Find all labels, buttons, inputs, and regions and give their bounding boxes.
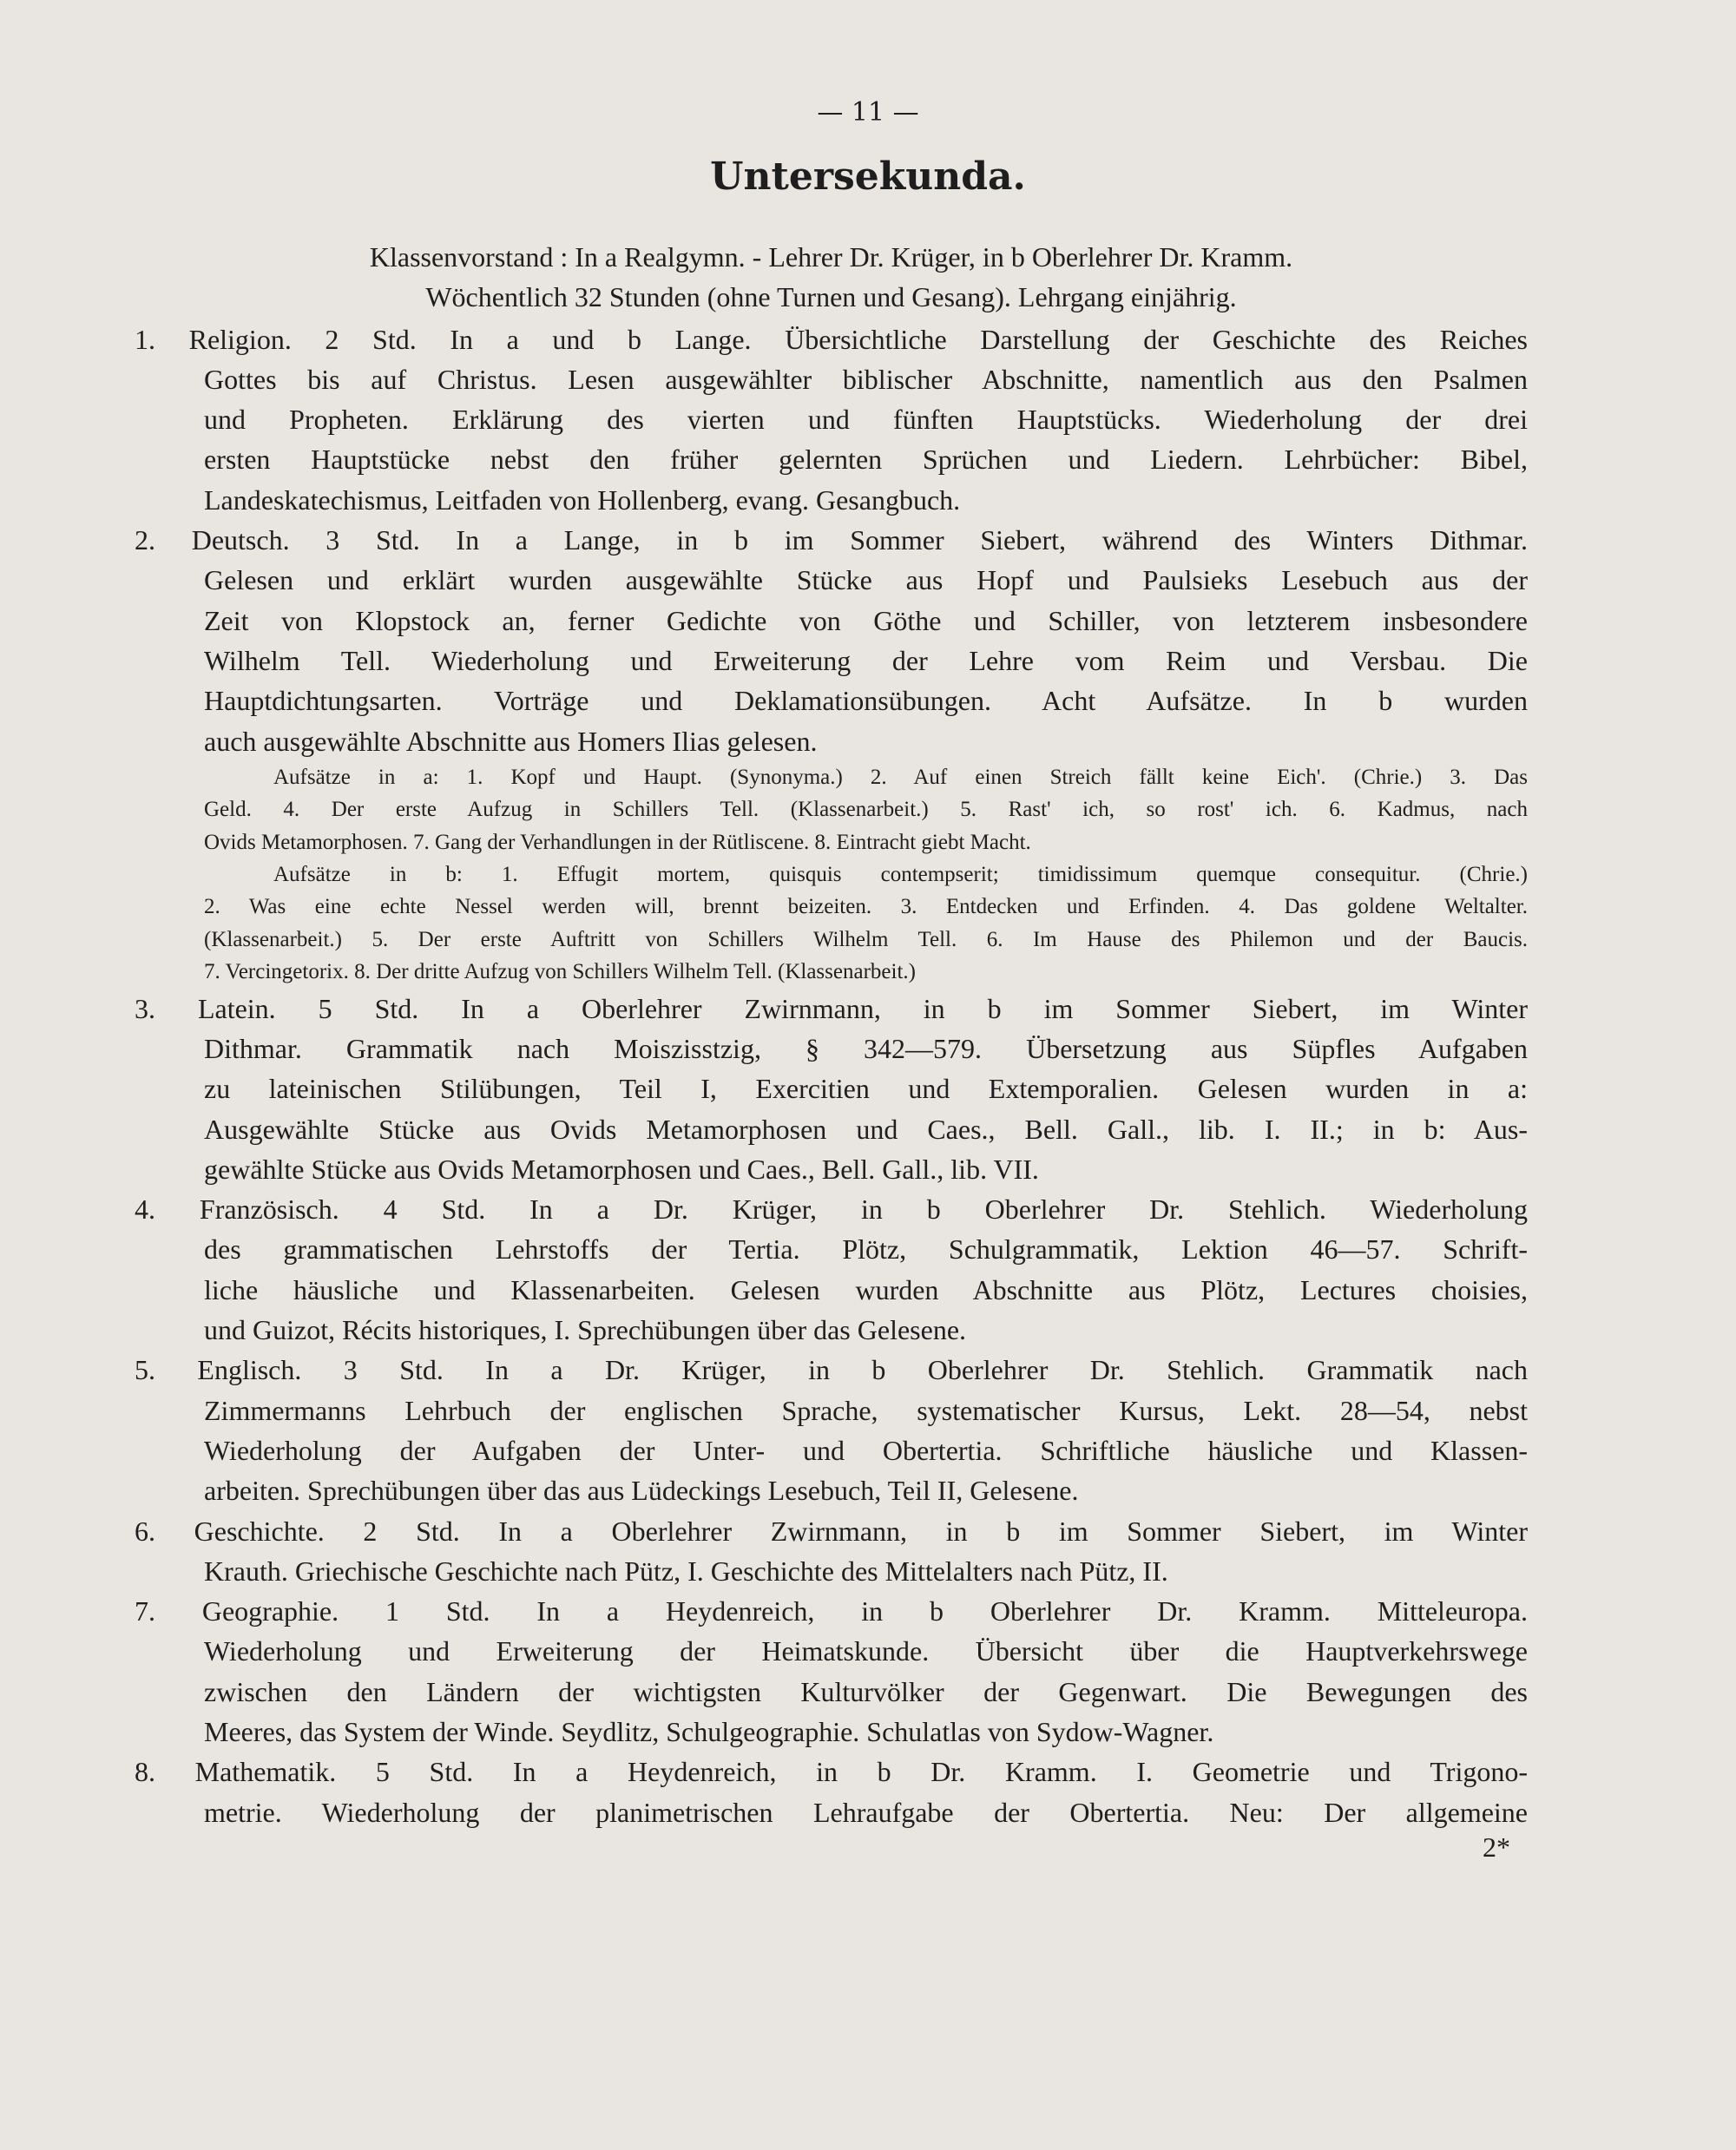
- text-line: (Klassenarbeit.) 5. Der erste Auftritt von Schillers Wilhelm Tell. 6. Im Hause des Philemon und der Baucis.: [204, 927, 1528, 951]
- text-line: arbeiten. Sprechübungen über das aus Lüdeckings Lesebuch, Teil II, Gelesene.: [204, 1475, 1079, 1507]
- text-line: 2. Was eine echte Nessel werden will, brennt beizeiten. 3. Entdecken und Erfinden. 4. Das goldene Weltalter.: [204, 895, 1528, 919]
- text-line: 4. Französisch. 4 Std. In a Dr. Krüger, in b Oberlehrer Dr. Stehlich. Wiederholung: [135, 1193, 1528, 1226]
- text-line: Landeskatechismus, Leitfaden von Hollenberg, evang. Gesangbuch.: [204, 483, 961, 516]
- text-line: Zimmermanns Lehrbuch der englischen Sprache, systematischer Kursus, Lekt. 28—54, nebst: [204, 1394, 1528, 1426]
- text-line: ersten Hauptstücke nebst den früher gelernten Sprüchen und Liedern. Lehrbücher: Bibel,: [204, 444, 1528, 476]
- text-line: zwischen den Ländern der wichtigsten Kulturvölker der Gegenwart. Die Bewegungen des: [204, 1675, 1528, 1707]
- text-line: 7. Geographie. 1 Std. In a Heydenreich, in b Oberlehrer Dr. Kramm. Mitteleuropa.: [135, 1595, 1528, 1627]
- text-line: gewählte Stücke aus Ovids Metamorphosen und Caes., Bell. Gall., lib. VII.: [204, 1153, 1039, 1185]
- page-number: — 11 —: [817, 97, 919, 128]
- text-line: 5. Englisch. 3 Std. In a Dr. Krüger, in b Oberlehrer Dr. Stehlich. Grammatik nach: [135, 1354, 1528, 1386]
- text-line: Zeit von Klopstock an, ferner Gedichte von Göthe und Schiller, von letzterem insbesondere: [204, 604, 1528, 636]
- text-line: liche häusliche und Klassenarbeiten. Gelesen wurden Abschnitte aus Plötz, Lectures choisies,: [204, 1273, 1528, 1305]
- text-line: 8. Mathematik. 5 Std. In a Heydenreich, in b Dr. Kramm. I. Geometrie und Trigono-: [135, 1756, 1528, 1788]
- text-line: Gottes bis auf Christus. Lesen ausgewählter biblischer Abschnitte, namentlich aus den Psalmen: [204, 363, 1528, 395]
- text-line: Hauptdichtungsarten. Vorträge und Deklamationsübungen. Acht Aufsätze. In b wurden: [204, 685, 1528, 717]
- body-text: [135, 237, 1528, 1862]
- text-line: Wöchentlich 32 Stunden (ohne Turnen und Gesang). Lehrgang einjährig.: [425, 281, 1237, 313]
- text-line: Wiederholung und Erweiterung der Heimatskunde. Übersicht über die Hauptverkehrswege: [204, 1635, 1528, 1667]
- text-line: metrie. Wiederholung der planimetrischen Lehraufgabe der Obertertia. Neu: Der allgemeine: [204, 1796, 1528, 1828]
- text-line: Aufsätze in a: 1. Kopf und Haupt. (Synonyma.) 2. Auf einen Streich fällt keine Eich'. (Chrie.) 3. Das: [273, 765, 1528, 789]
- text-line: Wiederholung der Aufgaben der Unter- und Obertertia. Schriftliche häusliche und Klassen-: [204, 1434, 1528, 1466]
- text-line: Wilhelm Tell. Wiederholung und Erweiterung der Lehre vom Reim und Versbau. Die: [204, 644, 1528, 676]
- text-line: 2. Deutsch. 3 Std. In a Lange, in b im Sommer Siebert, während des Winters Dithmar.: [135, 524, 1528, 556]
- text-line: Aufsätze in b: 1. Effugit mortem, quisquis contempserit; timidissimum quemque consequitur. (Chrie.): [273, 863, 1528, 887]
- text-line: 7. Vercingetorix. 8. Der dritte Aufzug von Schillers Wilhelm Tell. (Klassenarbeit.): [204, 960, 916, 984]
- text-line: 1. Religion. 2 Std. In a und b Lange. Übersichtliche Darstellung der Geschichte des Reiches: [135, 323, 1528, 355]
- text-line: Meeres, das System der Winde. Seydlitz, Schulgeographie. Schulatlas von Sydow-Wagner.: [204, 1716, 1214, 1748]
- page-title: Untersekunda.: [710, 155, 1026, 199]
- text-line: Ovids Metamorphosen. 7. Gang der Verhandlungen in der Rütliscene. 8. Eintracht giebt Macht.: [204, 830, 1031, 854]
- text-line: des grammatischen Lehrstoffs der Tertia. Plötz, Schulgrammatik, Lektion 46—57. Schrift-: [204, 1233, 1528, 1266]
- text-line: und Guizot, Récits historiques, I. Sprechübungen über das Gelesene.: [204, 1314, 967, 1346]
- signature-mark: 2*: [1483, 1831, 1510, 1862]
- text-line: 3. Latein. 5 Std. In a Oberlehrer Zwirnmann, in b im Sommer Siebert, im Winter: [135, 992, 1528, 1024]
- text-line: auch ausgewählte Abschnitte aus Homers Ilias gelesen.: [204, 725, 818, 757]
- text-line: zu lateinischen Stilübungen, Teil I, Exercitien und Extemporalien. Gelesen wurden in a:: [204, 1073, 1528, 1105]
- text-line: Ausgewählte Stücke aus Ovids Metamorphosen und Caes., Bell. Gall., lib. I. II.; in b: Aus-: [204, 1113, 1528, 1145]
- text-line: Krauth. Griechische Geschichte nach Pütz, I. Geschichte des Mittelalters nach Pütz, II.: [204, 1555, 1168, 1587]
- text-line: und Propheten. Erklärung des vierten und fünften Hauptstücks. Wiederholung der drei: [204, 404, 1528, 436]
- text-line: Gelesen und erklärt wurden ausgewählte Stücke aus Hopf und Paulsieks Lesebuch aus der: [204, 564, 1528, 596]
- text-line: 6. Geschichte. 2 Std. In a Oberlehrer Zwirnmann, in b im Sommer Siebert, im Winter: [135, 1515, 1528, 1547]
- text-line: Dithmar. Grammatik nach Moiszisstzig, § 342—579. Übersetzung aus Süpfles Aufgaben: [204, 1033, 1528, 1064]
- text-line: Klassenvorstand : In a Realgymn. - Lehrer Dr. Krüger, in b Oberlehrer Dr. Kramm.: [369, 241, 1293, 273]
- text-line: Geld. 4. Der erste Aufzug in Schillers Tell. (Klassenarbeit.) 5. Rast' ich, so rost' ich. 6. Kadmus, nach: [204, 798, 1528, 822]
